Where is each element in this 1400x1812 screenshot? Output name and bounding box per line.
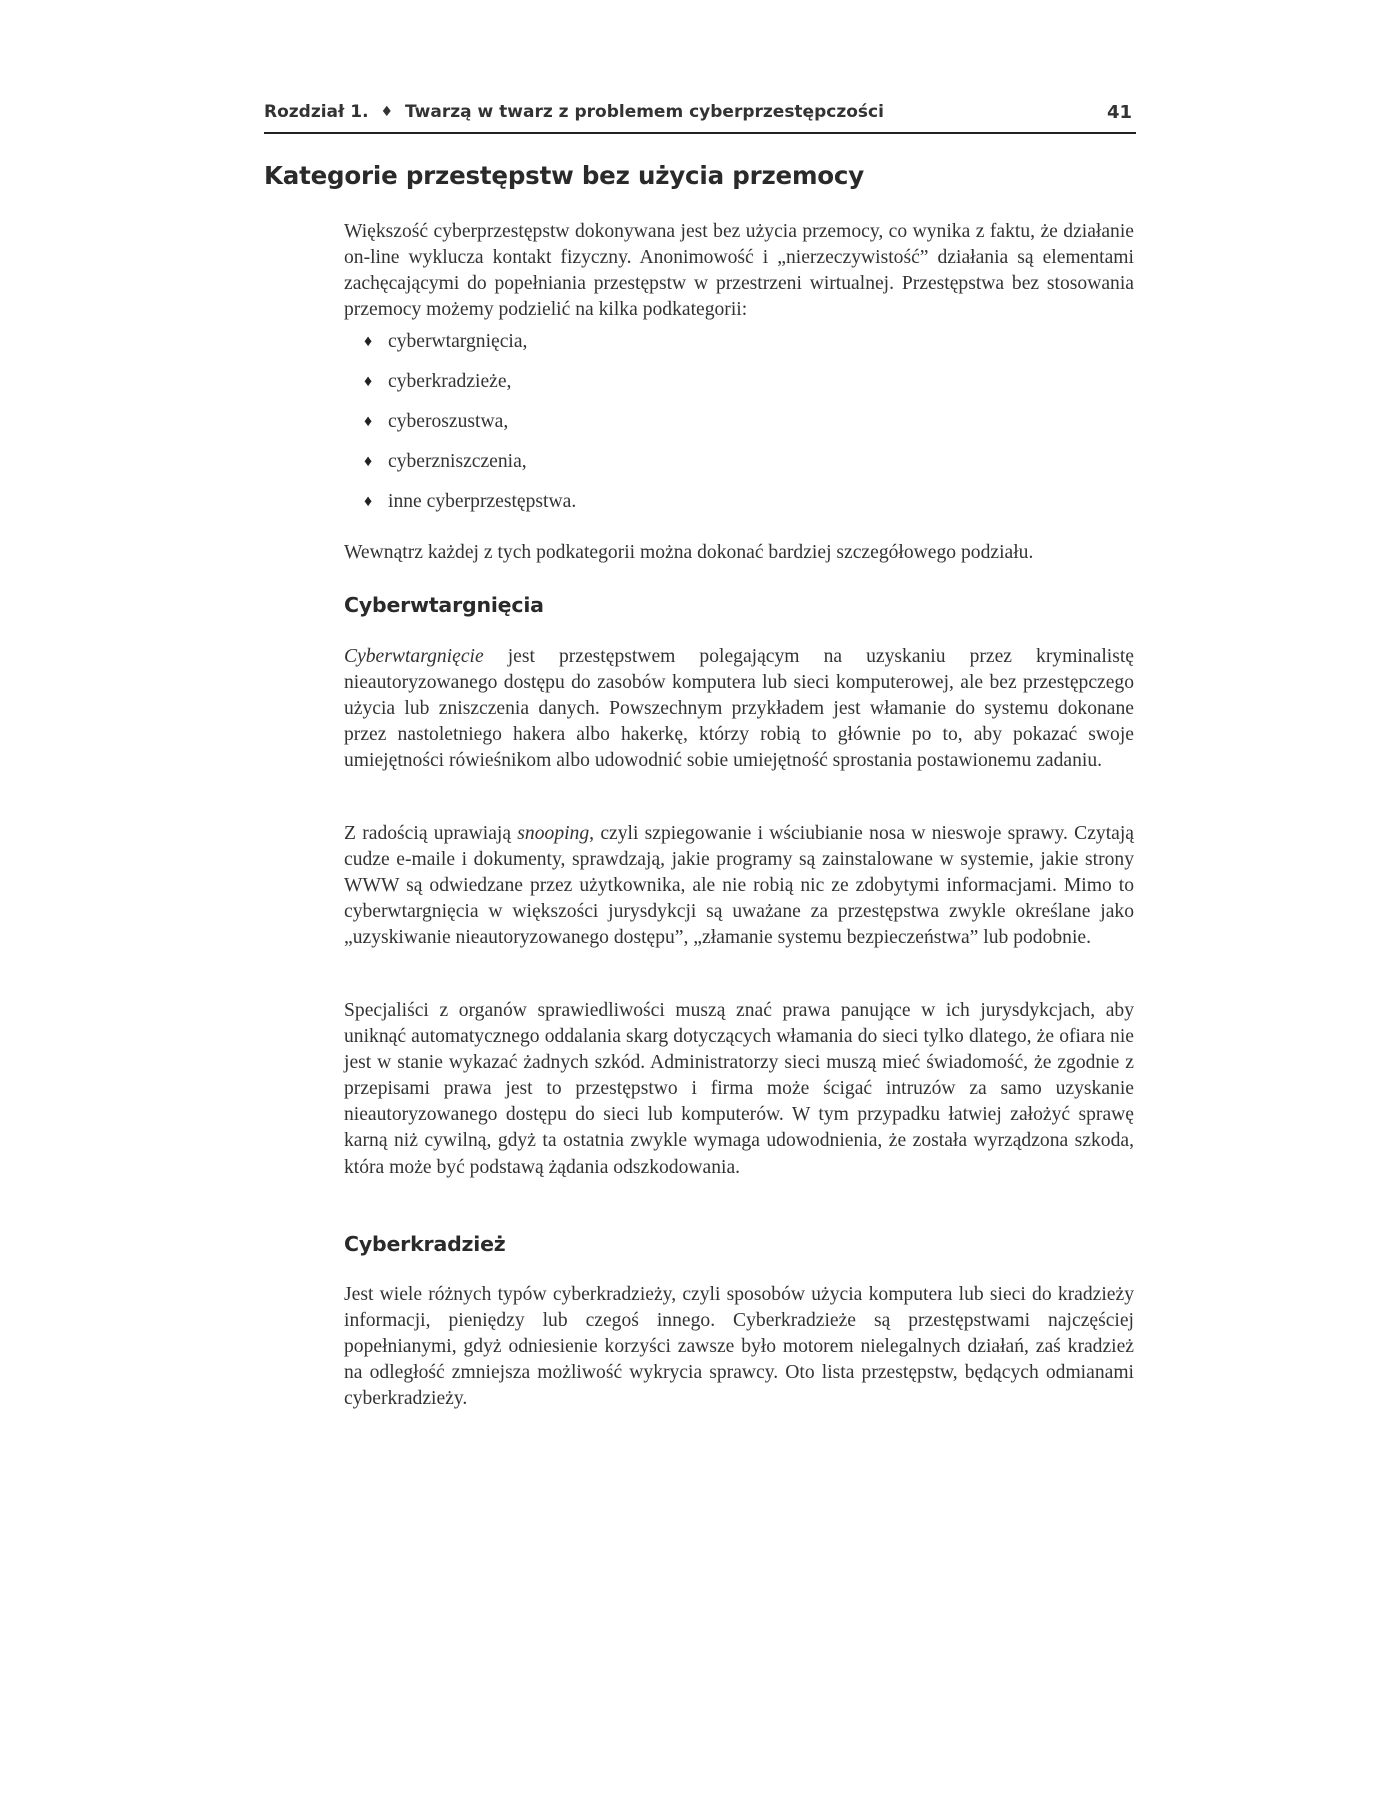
list-item: ♦ cyberwtargnięcia, <box>344 329 1044 369</box>
diamond-separator-icon: ♦ <box>380 104 394 120</box>
list-item: ♦ inne cyberprzestępstwa. <box>344 489 1044 529</box>
outro-paragraph: Wewnątrz każdej z tych podkategorii można dokonać bardziej szczegółowego podziału. <box>344 542 1034 563</box>
cyberwtargniecia-paragraph-2: Z radością uprawiają snooping, czyli szpiegowanie i wściubianie nosa w nieswoje sprawy. Czytają cudze e-maile i dokumenty, sprawdzają, jakie programy są zainstalowane w systemie, jakie strony WWW są odwiedzane przez użytkownika, ale nie robią nic ze zdobytymi informacjami. Mimo to cyberwtargnięcia w większości jurysdykcji są uważane za przestępstwa zwykle określane jako „uzyskiwanie nieautoryzowanego dostępu”, „złamanie systemu bezpieczeństwa” lub podobnie. <box>344 823 1134 949</box>
page-number: 41 <box>1106 102 1132 123</box>
diamond-bullet-icon: ♦ <box>364 493 373 510</box>
diamond-bullet-icon: ♦ <box>364 333 373 350</box>
diamond-bullet-icon: ♦ <box>364 453 373 470</box>
running-header <box>264 98 1136 134</box>
header-chapter-line <box>264 102 884 122</box>
subsection-heading-cyberwtargniecia: Cyberwtargnięcia <box>344 593 544 617</box>
intro-paragraph: Większość cyberprzestępstw dokonywana jest bez użycia przemocy, co wynika z faktu, że działanie on-line wyklucza kontakt fizyczny. Anonimowość i „nierzeczywistość” działania są elementami zachęcającymi do popełniania przestępstw w przestrzeni wirtualnej. Przestępstwa bez stosowania przemocy możemy podzielić na kilka podkategorii: <box>344 221 1134 321</box>
subcategory-list <box>344 329 1044 529</box>
cyberwtargniecia-paragraph-1: Cyberwtargnięcie jest przestępstwem polegającym na uzyskaniu przez kryminalistę nieautoryzowanego dostępu do zasobów komputera lub sieci komputerowej, ale bez przestępczego użycia lub zniszczenia danych. Powszechnym przykładem jest włamanie do systemu dokonane przez nastoletniego hakera albo hakerkę, którzy robią to głównie po to, aby pokazać swoje umiejętności rówieśnikom albo udowodnić sobie umiejętność sprostania postawionemu zadaniu. <box>344 646 1134 772</box>
term-cyberwtargniecie: Cyberwtargnięcie <box>344 646 484 667</box>
header-chapter-title: Twarzą w twarz z problemem cyberprzestępczości <box>404 102 884 122</box>
cyberwtargniecia-paragraph-3: Specjaliści z organów sprawiedliwości muszą znać prawa panujące w ich jurysdykcjach, aby uniknąć automatycznego oddalania skarg dotyczących włamania do sieci tylko dlatego, że ofiara nie jest w stanie wykazać żadnych szkód. Administratorzy sieci muszą mieć świadomość, że zgodnie z przepisami prawa jest to przestępstwo i firma może ścigać intruzów za samo uzyskanie nieautoryzowanego dostępu do sieci lub komputerów. W tym przypadku łatwiej założyć sprawę karną niż cywilną, gdyż ta ostatnia zwykle wymaga udowodnienia, że została wyrządzona szkoda, która może być podstawą żądania odszkodowania. <box>344 1000 1134 1178</box>
list-item: ♦ cyberoszustwa, <box>344 409 1044 449</box>
cyberkradziez-paragraph-1: Jest wiele różnych typów cyberkradzieży, czyli sposobów użycia komputera lub sieci do kradzieży informacji, pieniędzy lub czegoś innego. Cyberkradzieże są przestępstwami najczęściej popełnianymi, gdyż odniesienie korzyści zawsze było motorem nielegalnych działań, zaś kradzież na odległość zmniejsza możliwość wykrycia sprawcy. Oto lista przestępstw, będących odmianami cyberkradzieży. <box>344 1284 1134 1410</box>
list-item: ♦ cyberkradzieże, <box>344 369 1044 409</box>
term-snooping: snooping <box>517 823 590 844</box>
subsection-heading-cyberkradziez: Cyberkradzież <box>344 1232 506 1256</box>
header-chapter: Rozdział 1. <box>264 102 369 122</box>
section-heading: Kategorie przestępstw bez użycia przemocy <box>264 161 864 190</box>
diamond-bullet-icon: ♦ <box>364 373 373 390</box>
diamond-bullet-icon: ♦ <box>364 413 373 430</box>
list-item: ♦ cyberzniszczenia, <box>344 449 1044 489</box>
